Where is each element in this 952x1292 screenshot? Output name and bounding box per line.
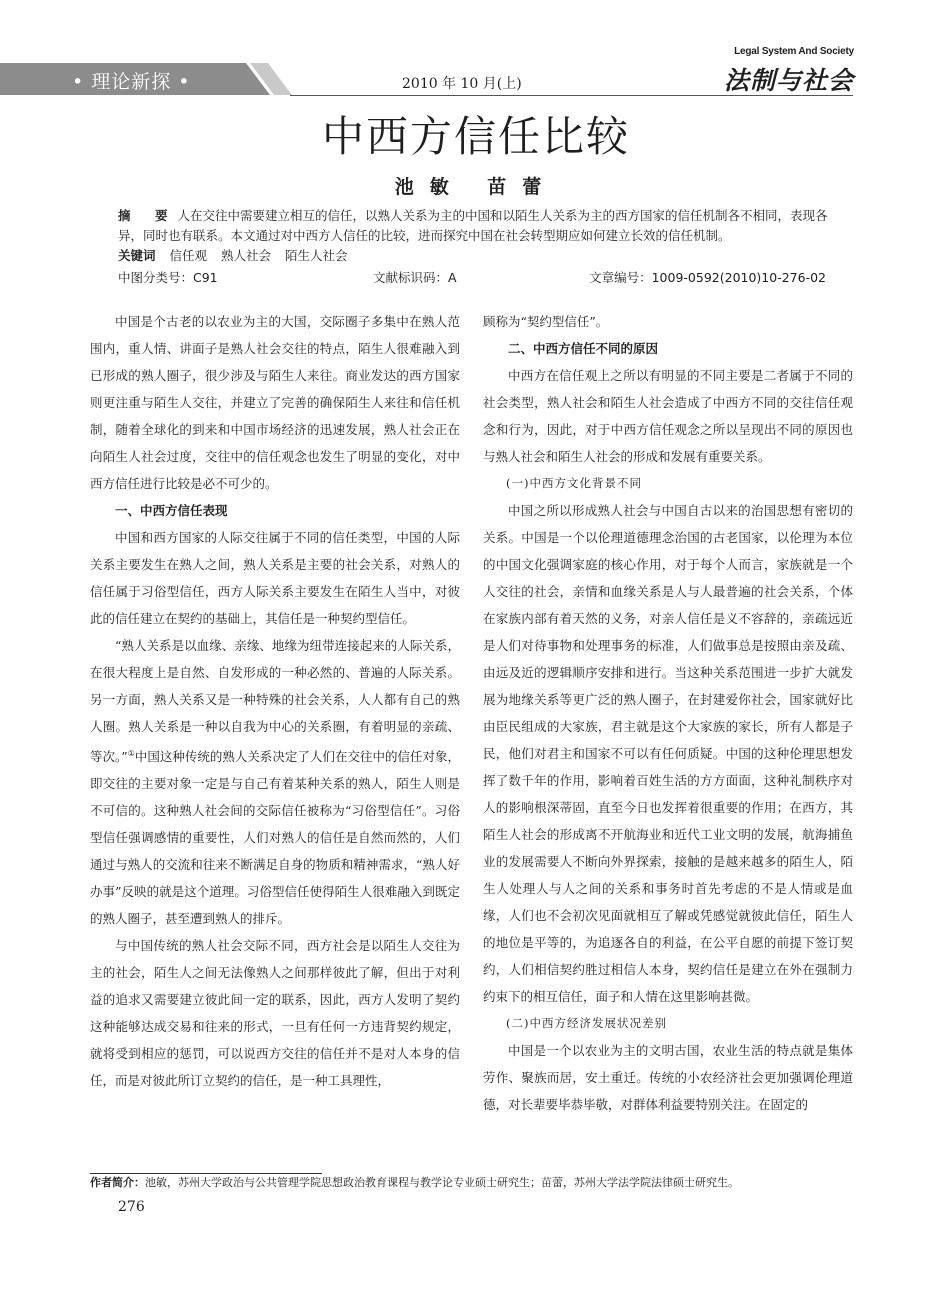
- subsection-heading: (二)中西方经济发展状况差别: [506, 1016, 667, 1030]
- section-heading: 一、中西方信任表现: [115, 503, 228, 518]
- keyword: 陌生人社会: [285, 248, 348, 263]
- body-paragraph: 中国是一个以农业为主的文明古国，农业生活的特点就是集体劳作、聚族而居，安土重迁。传统的小农经济社会更加强调伦理道德，对长辈要毕恭毕敬，对群体利益要特别关注。在固定的: [483, 1043, 853, 1112]
- quote-text: “熟人关系是以血缘、亲缘、地缘为纽带连接起来的人际关系，在很大程度上是自然、自发形成的一种必然的、普遍的人际关系。另一方面，熟人关系又是一种特殊的社会关系，人人都有自己的熟人圈。熟人关系是一种以自我为中心的关系圈，有着明显的亲疏、等次。”: [90, 638, 460, 765]
- issue-date: 2010 年 10 月(上): [402, 76, 522, 92]
- classification-number: 中图分类号：C91: [118, 270, 218, 285]
- article-title: 中西方信任比较: [321, 112, 630, 161]
- author-note-text: 池敏，苏州大学政治与公共管理学院思想政治教育课程与教学论专业硕士研究生；苗蕾，苏州大学法学院法律硕士研究生。: [145, 1176, 739, 1189]
- article-authors: 池敏 苗蕾: [394, 176, 558, 198]
- footnote-rule: [90, 1173, 322, 1174]
- keyword: 信任观: [169, 248, 208, 263]
- body-paragraph: 中西方在信任观上之所以有明显的不同主要是二者属于不同的社会类型，熟人社会和陌生人社会造成了中西方不同的交往信任观念和行为，因此，对于中西方信任观念之所以呈现出不同的原因也与熟人社会和陌生人社会的形成和发展有重要关系。: [483, 368, 853, 464]
- author-note: [90, 1175, 860, 1191]
- body-paragraph: 中国和西方国家的人际交往属于不同的信任类型，中国的人际关系主要发生在熟人之间，熟人关系是主要的社会关系，对熟人的信任属于习俗型信任，西方人际关系主要发生在陌生人当中，对彼此的信任建立在契约的基础上，其信任是一种契约型信任。: [90, 530, 460, 626]
- body-paragraph: 中国之所以形成熟人社会与中国自古以来的治国思想有密切的关系。中国是一个以伦理道德理念治国的古老国家，以伦理为本位的中国文化强调家庭的核心作用，对于每个人而言，家族就是一个人交往的社会，亲情和血缘关系是人与人最普遍的社会关系，个体在家族内部有着天然的义务，对亲人信任是义不容辞的，亲疏远近是人们对待事物和处理事务的标准，人们做事总是按照由亲及疏、由远及近的逻辑顺序安排和进行。当这种关系范围进一步扩大就发展为地缘关系等更广泛的熟人圈子，在封建爱你社会，国家就好比由臣民组成的大家族，君主就是这个大家族的家长，所有人都是子民，他们对君主和国家不可以有任何质疑。中国的这种伦理思想发挥了数千年的作用，影响着百姓生活的方方面面，这种礼制秩序对人的影响根深蒂固，直至今日也发挥着很重要的作用；在西方，其陌生人社会的形成离不开航海业和近代工业文明的发展，航海捕鱼业的发展需要人不断向外界探索，接触的是越来越多的陌生人，陌生人处理人与人之间的关系和事务时首先考虑的不是人情或是血缘，人们也不会初次见面就相互了解或凭感觉就彼此信任，陌生人的地位是平等的，为追逐各自的利益，在公平自愿的前提下签订契约，人们相信契约胜过相信人本身，契约信任是建立在外在强制力约束下的相互信任，面子和人情在这里影响甚微。: [483, 503, 853, 1004]
- article-number: 文章编号：1009-0592(2010)10-276-02: [589, 270, 826, 285]
- section-banner: [0, 63, 300, 95]
- body-text: 中国这种传统的熟人关系决定了人们在交往中的信任对象，即交往的主要对象一定是与自己有着某种关系的熟人，陌生人则是不可信的。这种熟人社会间的交际信任被称为“习俗型信任”。习俗型信任强调感情的重要性，人们对熟人的信任是自然而然的，人们通过与熟人的交流和往来不断满足自身的物质和精神需求，“熟人好办事”反映的就是这个道理。习俗型信任使得陌生人很难融入到既定的熟人圈子，甚至遭到熟人的排斥。: [90, 749, 461, 927]
- body-paragraph: 与中国传统的熟人社会交际不同，西方社会是以陌生人交往为主的社会，陌生人之间无法像熟人之间那样彼此了解，但出于对利益的追求又需要建立彼此间一定的联系，因此，西方人发明了契约这种能够达成交易和往来的形式，一旦有任何一方违背契约规定，就将受到相应的惩罚，可以说西方交往的信任并不是对人本身的信任，而是对彼此所订立契约的信任，是一种工具理性，: [90, 938, 460, 1089]
- body-paragraph-continued: 顾称为“契约型信任”。: [483, 314, 609, 329]
- body-paragraph: [90, 632, 460, 932]
- keyword: 熟人社会: [221, 248, 272, 263]
- classification-row: [118, 268, 826, 288]
- footnote-marker: ①: [127, 749, 135, 758]
- abstract-block: [118, 206, 838, 246]
- journal-name-en: Legal System And Society: [734, 46, 854, 57]
- keywords-label: 关键词: [118, 248, 156, 263]
- abstract-label: 摘 要: [118, 208, 174, 223]
- abstract-text: 人在交往中需要建立相互的信任，以熟人关系为主的中国和以陌生人关系为主的西方国家的信任机制各不相同，表现各异，同时也有联系。本文通过对中西方人信任的比较，进而探究中国在社会转型期应如何建立长效的信任机制。: [118, 208, 828, 243]
- subsection-heading: (一)中西方文化背景不同: [506, 476, 642, 490]
- document-code: 文献标识码：A: [373, 270, 457, 285]
- body-paragraph: 中国是个古老的以农业为主的大国，交际圈子多集中在熟人范围内，重人情、讲面子是熟人社会交往的特点，陌生人很难融入到已形成的熟人圈子，很少涉及与陌生人来往。商业发达的西方国家则更注重与陌生人交往，并建立了完善的确保陌生人来往和信任机制，随着全球化的到来和中国市场经济的迅速发展，熟人社会正在向陌生人社会过度，交往中的信任观念也发生了明显的变化，对中西方信任进行比较是必不可少的。: [90, 314, 460, 491]
- author-note-label: 作者简介：: [90, 1176, 145, 1189]
- left-column: [90, 308, 460, 1094]
- section-label: • 理论新探 •: [72, 71, 191, 93]
- section-heading: 二、中西方信任不同的原因: [508, 341, 659, 356]
- keywords-block: [118, 246, 838, 266]
- page-number: 276: [118, 1199, 145, 1215]
- journal-name-cn: 法制与社会: [723, 66, 854, 95]
- right-column: [483, 308, 853, 1118]
